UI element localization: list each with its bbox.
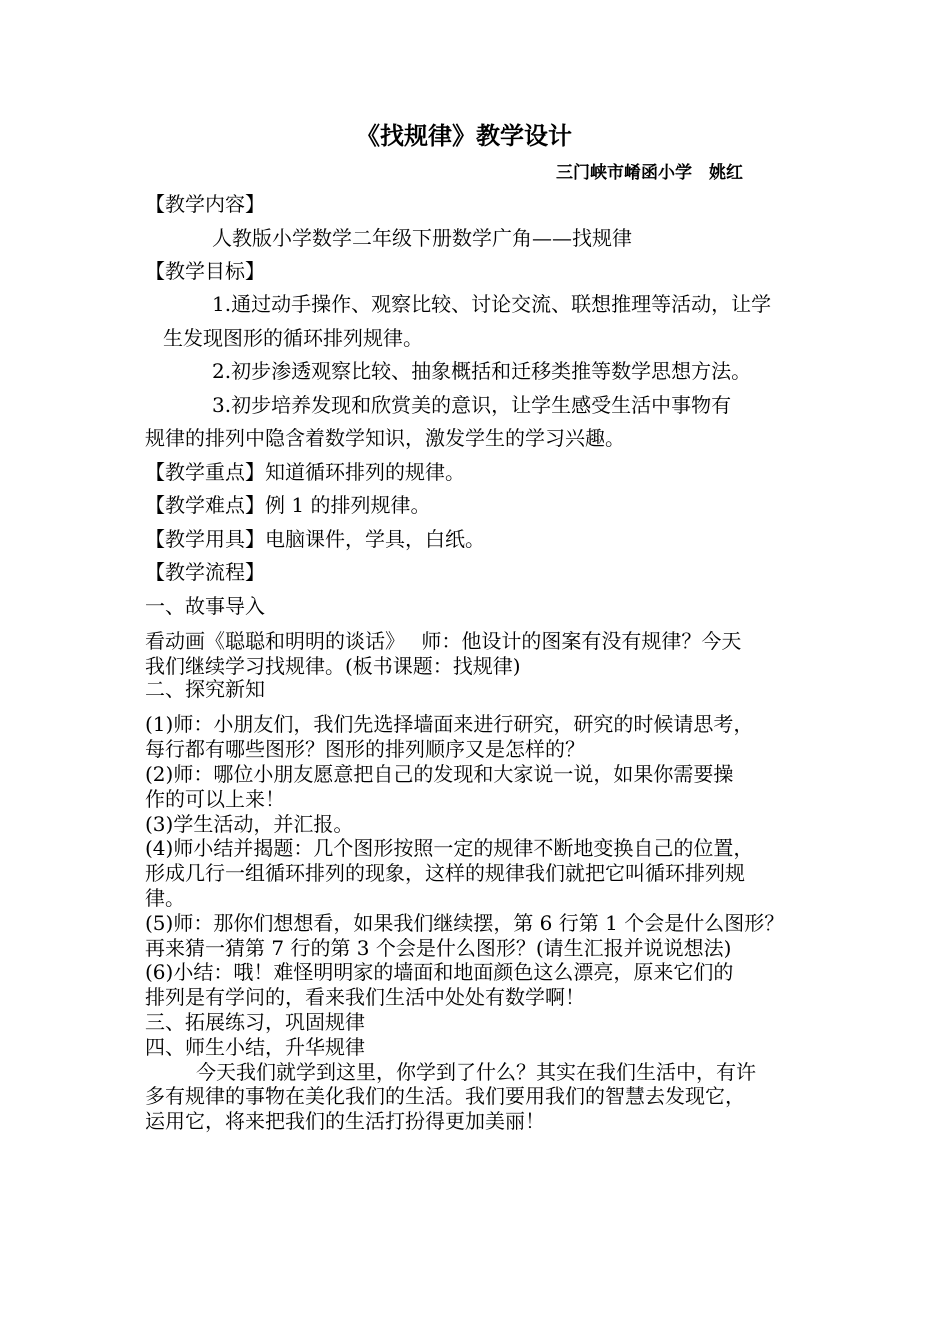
item-4-line-2: 形成几行一组循环排列的现象，这样的规律我们就把它叫循环排列规 bbox=[145, 861, 745, 885]
item-3-line-1: (3)学生活动，并汇报。 bbox=[145, 812, 354, 836]
item-1-line-2: 每行都有哪些图形？图形的排列顺序又是怎样的？ bbox=[145, 737, 585, 761]
conclusion-line-1: 今天我们就学到这里，你学到了什么？其实在我们生活中，有许 bbox=[196, 1060, 756, 1084]
part-4-heading: 四、师生小结，升华规律 bbox=[145, 1035, 365, 1059]
part-1-heading: 一、故事导入 bbox=[145, 594, 265, 618]
part-3-heading: 三、拓展练习，巩固规律 bbox=[145, 1010, 365, 1034]
item-6-line-2: 排列是有学问的，看来我们生活中处处有数学啊！ bbox=[145, 985, 585, 1009]
page-title: 《找规律》教学设计 bbox=[356, 122, 572, 150]
author-line: 三门峡市崤函小学 姚红 bbox=[556, 163, 743, 183]
difficulty: 【教学难点】例 1 的排列规律。 bbox=[145, 493, 431, 517]
goal-1-line-1: 1.通过动手操作、观察比较、讨论交流、联想推理等活动，让学 bbox=[212, 292, 772, 316]
item-5-line-1: (5)师：那你们想想看，如果我们继续摆，第 6 行第 1 个会是什么图形？ bbox=[145, 911, 785, 935]
process-heading: 【教学流程】 bbox=[145, 560, 265, 584]
key-point: 【教学重点】知道循环排列的规律。 bbox=[145, 460, 465, 484]
item-5-line-2: 再来猜一猜第 7 行的第 3 个会是什么图形？(请生汇报并说说想法) bbox=[145, 936, 732, 960]
item-2-line-2: 作的可以上来！ bbox=[145, 787, 285, 811]
goals-heading: 【教学目标】 bbox=[145, 259, 265, 283]
content-text: 人教版小学数学二年级下册数学广角——找规律 bbox=[212, 226, 632, 250]
item-2-line-1: (2)师：哪位小朋友愿意把自己的发现和大家说一说，如果你需要操 bbox=[145, 762, 734, 786]
conclusion-line-3: 运用它，将来把我们的生活打扮得更加美丽！ bbox=[145, 1109, 545, 1133]
part-1-line-2: 我们继续学习找规律。(板书课题：找规律) bbox=[145, 654, 521, 678]
item-6-line-1: (6)小结：哦！难怪明明家的墙面和地面颜色这么漂亮，原来它们的 bbox=[145, 960, 734, 984]
content-heading: 【教学内容】 bbox=[145, 192, 265, 216]
teaching-tools: 【教学用具】电脑课件，学具，白纸。 bbox=[145, 527, 485, 551]
goal-3-line-2: 规律的排列中隐含着数学知识，激发学生的学习兴趣。 bbox=[145, 426, 625, 450]
part-1-line-1: 看动画《聪聪和明明的谈话》 师：他设计的图案有没有规律？今天 bbox=[145, 629, 742, 653]
conclusion-line-2: 多有规律的事物在美化我们的生活。我们要用我们的智慧去发现它， bbox=[145, 1084, 745, 1108]
item-1-line-1: (1)师：小朋友们，我们先选择墙面来进行研究，研究的时候请思考， bbox=[145, 712, 754, 736]
goal-3-line-1: 3.初步培养发现和欣赏美的意识，让学生感受生活中事物有 bbox=[212, 393, 732, 417]
part-2-heading: 二、探究新知 bbox=[145, 677, 265, 701]
goal-2: 2.初步渗透观察比较、抽象概括和迁移类推等数学思想方法。 bbox=[212, 359, 752, 383]
goal-1-line-2: 生发现图形的循环排列规律。 bbox=[163, 326, 423, 350]
item-4-line-3: 律。 bbox=[145, 886, 185, 910]
item-4-line-1: (4)师小结并揭题：几个图形按照一定的规律不断地变换自己的位置， bbox=[145, 836, 754, 860]
